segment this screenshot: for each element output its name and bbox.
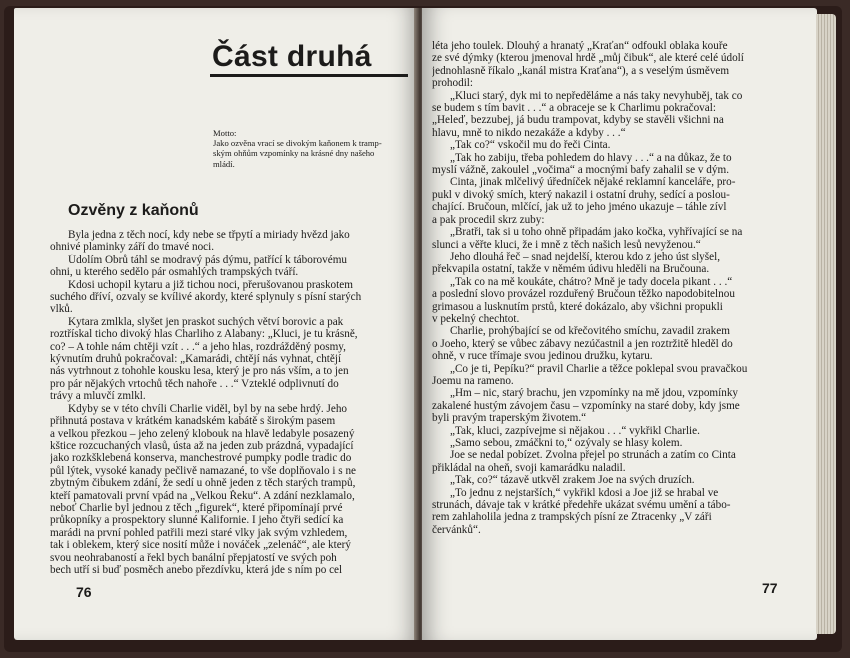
text-line: ohnivé plaminky září do tmavé noci.	[50, 241, 215, 254]
text-line: přikládal na oheň, svoji kamarádku naladil.	[432, 461, 626, 474]
text-line: Charlie, prohýbající se od křečovitého smíchu, zavadil zrakem	[450, 325, 730, 338]
text-line: jednohlasně říkalo „kanál mistra Kraťana“), a s veselým úsměvem	[432, 64, 730, 77]
text-line: „Tak, co?“ tázavě utkvěl zrakem Joe na svých druzích.	[450, 474, 695, 487]
text-line: grimasou a lusknutím prstů, které dokázalo, aby všichni propukli	[432, 300, 723, 313]
text-line: půl lýtek, vysoké kanady pečlivě namazané, to vše doplňovalo i s ne	[50, 464, 357, 477]
text-line: „Kluci starý, dyk mi to nepředěláme a nás taky nevyhuběj, tak co	[450, 89, 743, 102]
text-line: Kdyby se v této chvíli Charlie viděl, byl by na sebe hrdý. Jeho	[68, 402, 348, 415]
text-line: v pekelný chechtot.	[432, 312, 520, 325]
text-line: neboť Charlie byl jednou z těch „figurek“, které připomínají prvé	[50, 501, 343, 514]
text-line: myslí vážně, zakoulel „vočima“ a mocnými bafy zahalil se v dým.	[432, 164, 729, 177]
motto: Motto: Jako ozvěna vrací se divokým kaňonem k tramp- ským ohňům vzpomínky na krásné dny našeho mládí.	[213, 128, 382, 169]
text-line: rem zahlaholila jedna z trampských písní ze Ztracenky „V záři	[432, 511, 712, 524]
text-line: Kytara zmlkla, slyšet jen praskot suchých větví borovic a pak	[68, 315, 344, 328]
text-line: Joemu na rameno.	[432, 374, 514, 387]
text-line: „Tak, kluci, zazpívejme si nějakou . . .“ vykřikl Charlie.	[450, 424, 700, 437]
text-line: „Tak ho zabiju, třeba pohledem do hlavy . . .“ a na důkaz, že to	[450, 151, 732, 164]
text-line: chající. Bručoun, mlčící, jak už to jeho jméno ukazuje – táhle zívl	[432, 201, 727, 214]
text-line: suchého dříví, ozvaly se kvílivé akordy, které splynuly s písní starých	[50, 291, 362, 304]
text-line: bech utří si buď posměch anebo přezdívku, která jde s ním po cel	[50, 563, 343, 576]
text-line: pukl v divoký smích, který nakazil i ostatní druhy, sedící a poslou-	[432, 188, 730, 201]
text-line: zakalené hustým závojem času – vzpomínky na staré doby, kdy jsme	[432, 399, 740, 412]
text-line: Cinta, jinak mlčelivý úředníček nějaké reklamní kanceláře, pro-	[450, 176, 736, 189]
text-line: slunci a věřte kluci, že i mně z těch našich lesů nevyženou.“	[432, 238, 701, 251]
text-line: „Bratři, tak si u toho ohně připadám jako kočka, vyhřívající se na	[450, 226, 743, 239]
text-line: Kdosi uchopil kytaru a již tichou noci, přerušovanou praskotem	[68, 278, 353, 291]
text-line: strunách, dávaje tak v krátké předehře ukázat svému umění a tábo-	[432, 499, 731, 512]
left-body-text	[50, 229, 414, 576]
text-line: Údolím Obrů táhl se modravý pás dýmu, patřící k táborovému	[68, 253, 348, 266]
page-number-right: 77	[762, 580, 778, 596]
text-line: ze své dýmky (kterou jmenoval hrdě „můj čibuk“, ale které celé údolí	[432, 52, 744, 65]
text-line: „Hm – nic, starý brachu, jen vzpomínky na mě jdou, vzpomínky	[450, 387, 739, 400]
section-title: Ozvěny z kaňonů	[68, 202, 199, 219]
text-line: červánků“.	[432, 523, 481, 536]
text-line: průkopníky a prospektory slunné Kalifornie. I jeho čtyři sedící ka	[50, 514, 344, 527]
text-line: „Tak co na mě koukáte, chátro? Mně je tady docela pikant . . .“	[450, 275, 733, 288]
text-line: trávy a mluvčí zmlkl.	[50, 390, 146, 403]
text-line: byli pravým traperským životem.“	[432, 412, 587, 425]
text-line: nás vytrhnout z tohohle kousku lesa, který je pro nás vším, a to jen	[50, 365, 349, 378]
text-line: pro pár nějakých vrtochů těch nahoře . . .“ Vzteklé odplivnutí do	[50, 377, 339, 390]
text-line: hlavu, mně to nikdo nezakáže a kdyby . . .“	[432, 126, 626, 139]
text-line: co? – A tohle nám chtěji vzít . . .“ a jeho hlas, rozdrážděný posmy,	[50, 340, 346, 353]
text-line: kteří pamatovali první vpád na „Velkou Řeku“. A zdání nezklamalo,	[50, 489, 355, 502]
text-line: o Joeho, který se vůbec zábavy nezúčastnil a jen roztržitě hleděl do	[432, 337, 733, 350]
text-line: léta jeho toulek. Dlouhý a hranatý „Kraťan“ odfoukl oblaka kouře	[432, 40, 728, 52]
text-line: a pak procedil skrz zuby:	[432, 213, 545, 226]
text-line: ohni, u kterého sedělo pár osmahlých trampských tváří.	[50, 266, 299, 279]
text-line: marádi na první pohled patřili mezi staré vlky jak svým vzhledem,	[50, 526, 348, 539]
text-line: „To jednu z nejstarších,“ vykřikl kdosi a Joe již se hrabal ve	[450, 486, 719, 499]
text-line: jako rozkšklebená konserva, manchestrové pumpky podle tradic do	[50, 452, 352, 465]
text-line: Joe se nedal pobízet. Zvolna přejel po strunách a zatím co Cinta	[450, 449, 736, 462]
page-number-left: 76	[76, 584, 92, 600]
chapter-title: Část druhá	[212, 40, 372, 73]
text-line: zbytným čibukem zdání, že sedí u ohně jeden z těch starých trampů,	[50, 477, 356, 490]
chapter-title-rule	[210, 74, 408, 77]
text-line: svou neohrabaností a řekl bych banální přepjatostí ve svých poh	[50, 551, 337, 564]
text-line: „Co je ti, Pepíku?“ pravil Charlie a těžce poklepal svou pravačkou	[450, 362, 748, 375]
page-edges	[816, 14, 836, 634]
text-line: kštice rozcuchaných vlasů, ústa až na jeden zub prázdná, vypadající	[50, 439, 354, 452]
text-line: přihnutá postava v krátkém kanadském kabátě s širokým pasem	[50, 415, 336, 428]
text-line: vlků.	[50, 303, 73, 316]
text-line: překvapila ostatní, takže v němém údivu hleděli na Bručouna.	[432, 263, 710, 276]
text-line: kývnutím druhů pokračoval: „Kamarádi, chtějí nás vyhnat, chtějí	[50, 353, 342, 366]
text-line: „Samo sebou, zmáčkni to,“ ozývaly se hlasy kolem.	[450, 437, 683, 449]
text-line: tak i oblekem, který sice nosití může i nováček „zelenáč“, ale který	[50, 539, 351, 552]
text-line: ohně, v ruce třímaje svou jedinou družku, kytaru.	[432, 350, 653, 363]
text-line: a velkou přezkou – jeho zelený klobouk na hlavě ledabyle posazený	[50, 427, 355, 440]
text-line: Jeho dlouhá řeč – snad nejdelší, kterou kdo z jeho úst slyšel,	[450, 250, 720, 263]
text-line: „Tak co?“ vskočil mu do řeči Cinta.	[450, 139, 611, 152]
text-line: se budem s tím bavit . . .“ a obraceje se k Charlimu pokračoval:	[432, 102, 716, 115]
text-line: prohodil:	[432, 77, 474, 90]
text-line: Byla jedna z těch nocí, kdy nebe se třpytí a miriady hvězd jako	[68, 229, 350, 241]
text-line: „Heleď, bezzubej, já budu trampovat, kdyby se stavěli všichni na	[432, 114, 724, 127]
right-body-text	[432, 40, 794, 536]
text-line: roztřískal ticho divoký hlas Charliho z Alabany: „Kluci, je tu krásně,	[50, 328, 358, 341]
text-line: a poslední slovo provázel rozduřený Bručoun těžko napodobitelnou	[432, 288, 735, 301]
